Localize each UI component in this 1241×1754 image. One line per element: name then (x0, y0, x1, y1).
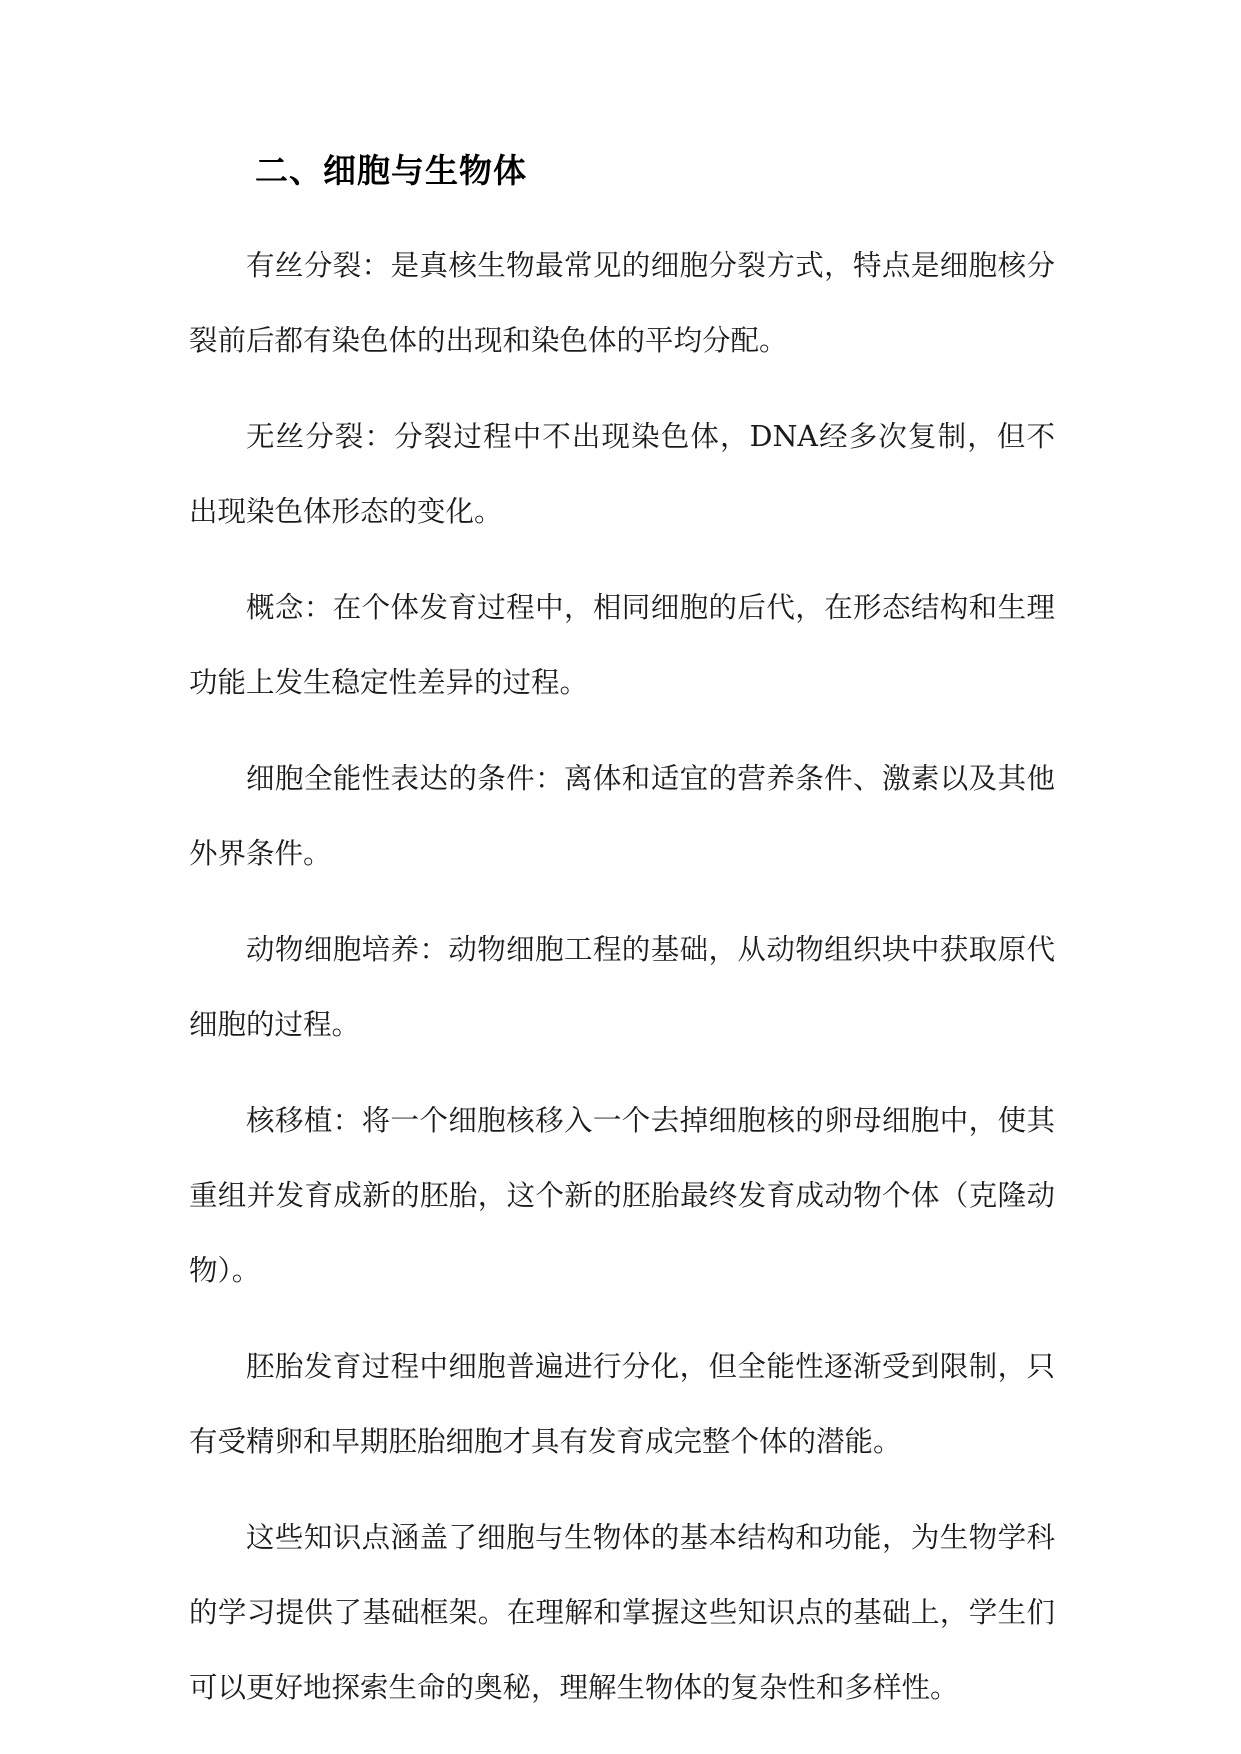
section-heading: 二、细胞与生物体 (255, 151, 527, 190)
paragraph-amitosis: 无丝分裂：分裂过程中不出现染色体，DNA经多次复制，但不出现染色体形态的变化。 (189, 420, 1055, 528)
paragraph-summary: 这些知识点涵盖了细胞与生物体的基本结构和功能，为生物学科的学习提供了基础框架。在理解和掌握这些知识点的基础上，学生们可以更好地探索生命的奥秘，理解生物体的复杂性和多样性。 (189, 1521, 1055, 1704)
document-body (189, 228, 1055, 1746)
paragraph-differentiation-concept: 概念：在个体发育过程中，相同细胞的后代，在形态结构和生理功能上发生稳定性差异的过程。 (189, 591, 1055, 699)
paragraph-mitosis: 有丝分裂：是真核生物最常见的细胞分裂方式，特点是细胞核分裂前后都有染色体的出现和染色体的平均分配。 (189, 249, 1055, 357)
paragraph-animal-cell-culture: 动物细胞培养：动物细胞工程的基础，从动物组织块中获取原代细胞的过程。 (189, 933, 1055, 1041)
paragraph-embryo-development: 胚胎发育过程中细胞普遍进行分化，但全能性逐渐受到限制，只有受精卵和早期胚胎细胞才具有发育成完整个体的潜能。 (189, 1350, 1055, 1458)
paragraph-totipotency-conditions: 细胞全能性表达的条件：离体和适宜的营养条件、激素以及其他外界条件。 (189, 762, 1055, 870)
paragraph-nuclear-transfer: 核移植：将一个细胞核移入一个去掉细胞核的卵母细胞中，使其重组并发育成新的胚胎，这个新的胚胎最终发育成动物个体（克隆动物）。 (189, 1104, 1055, 1287)
